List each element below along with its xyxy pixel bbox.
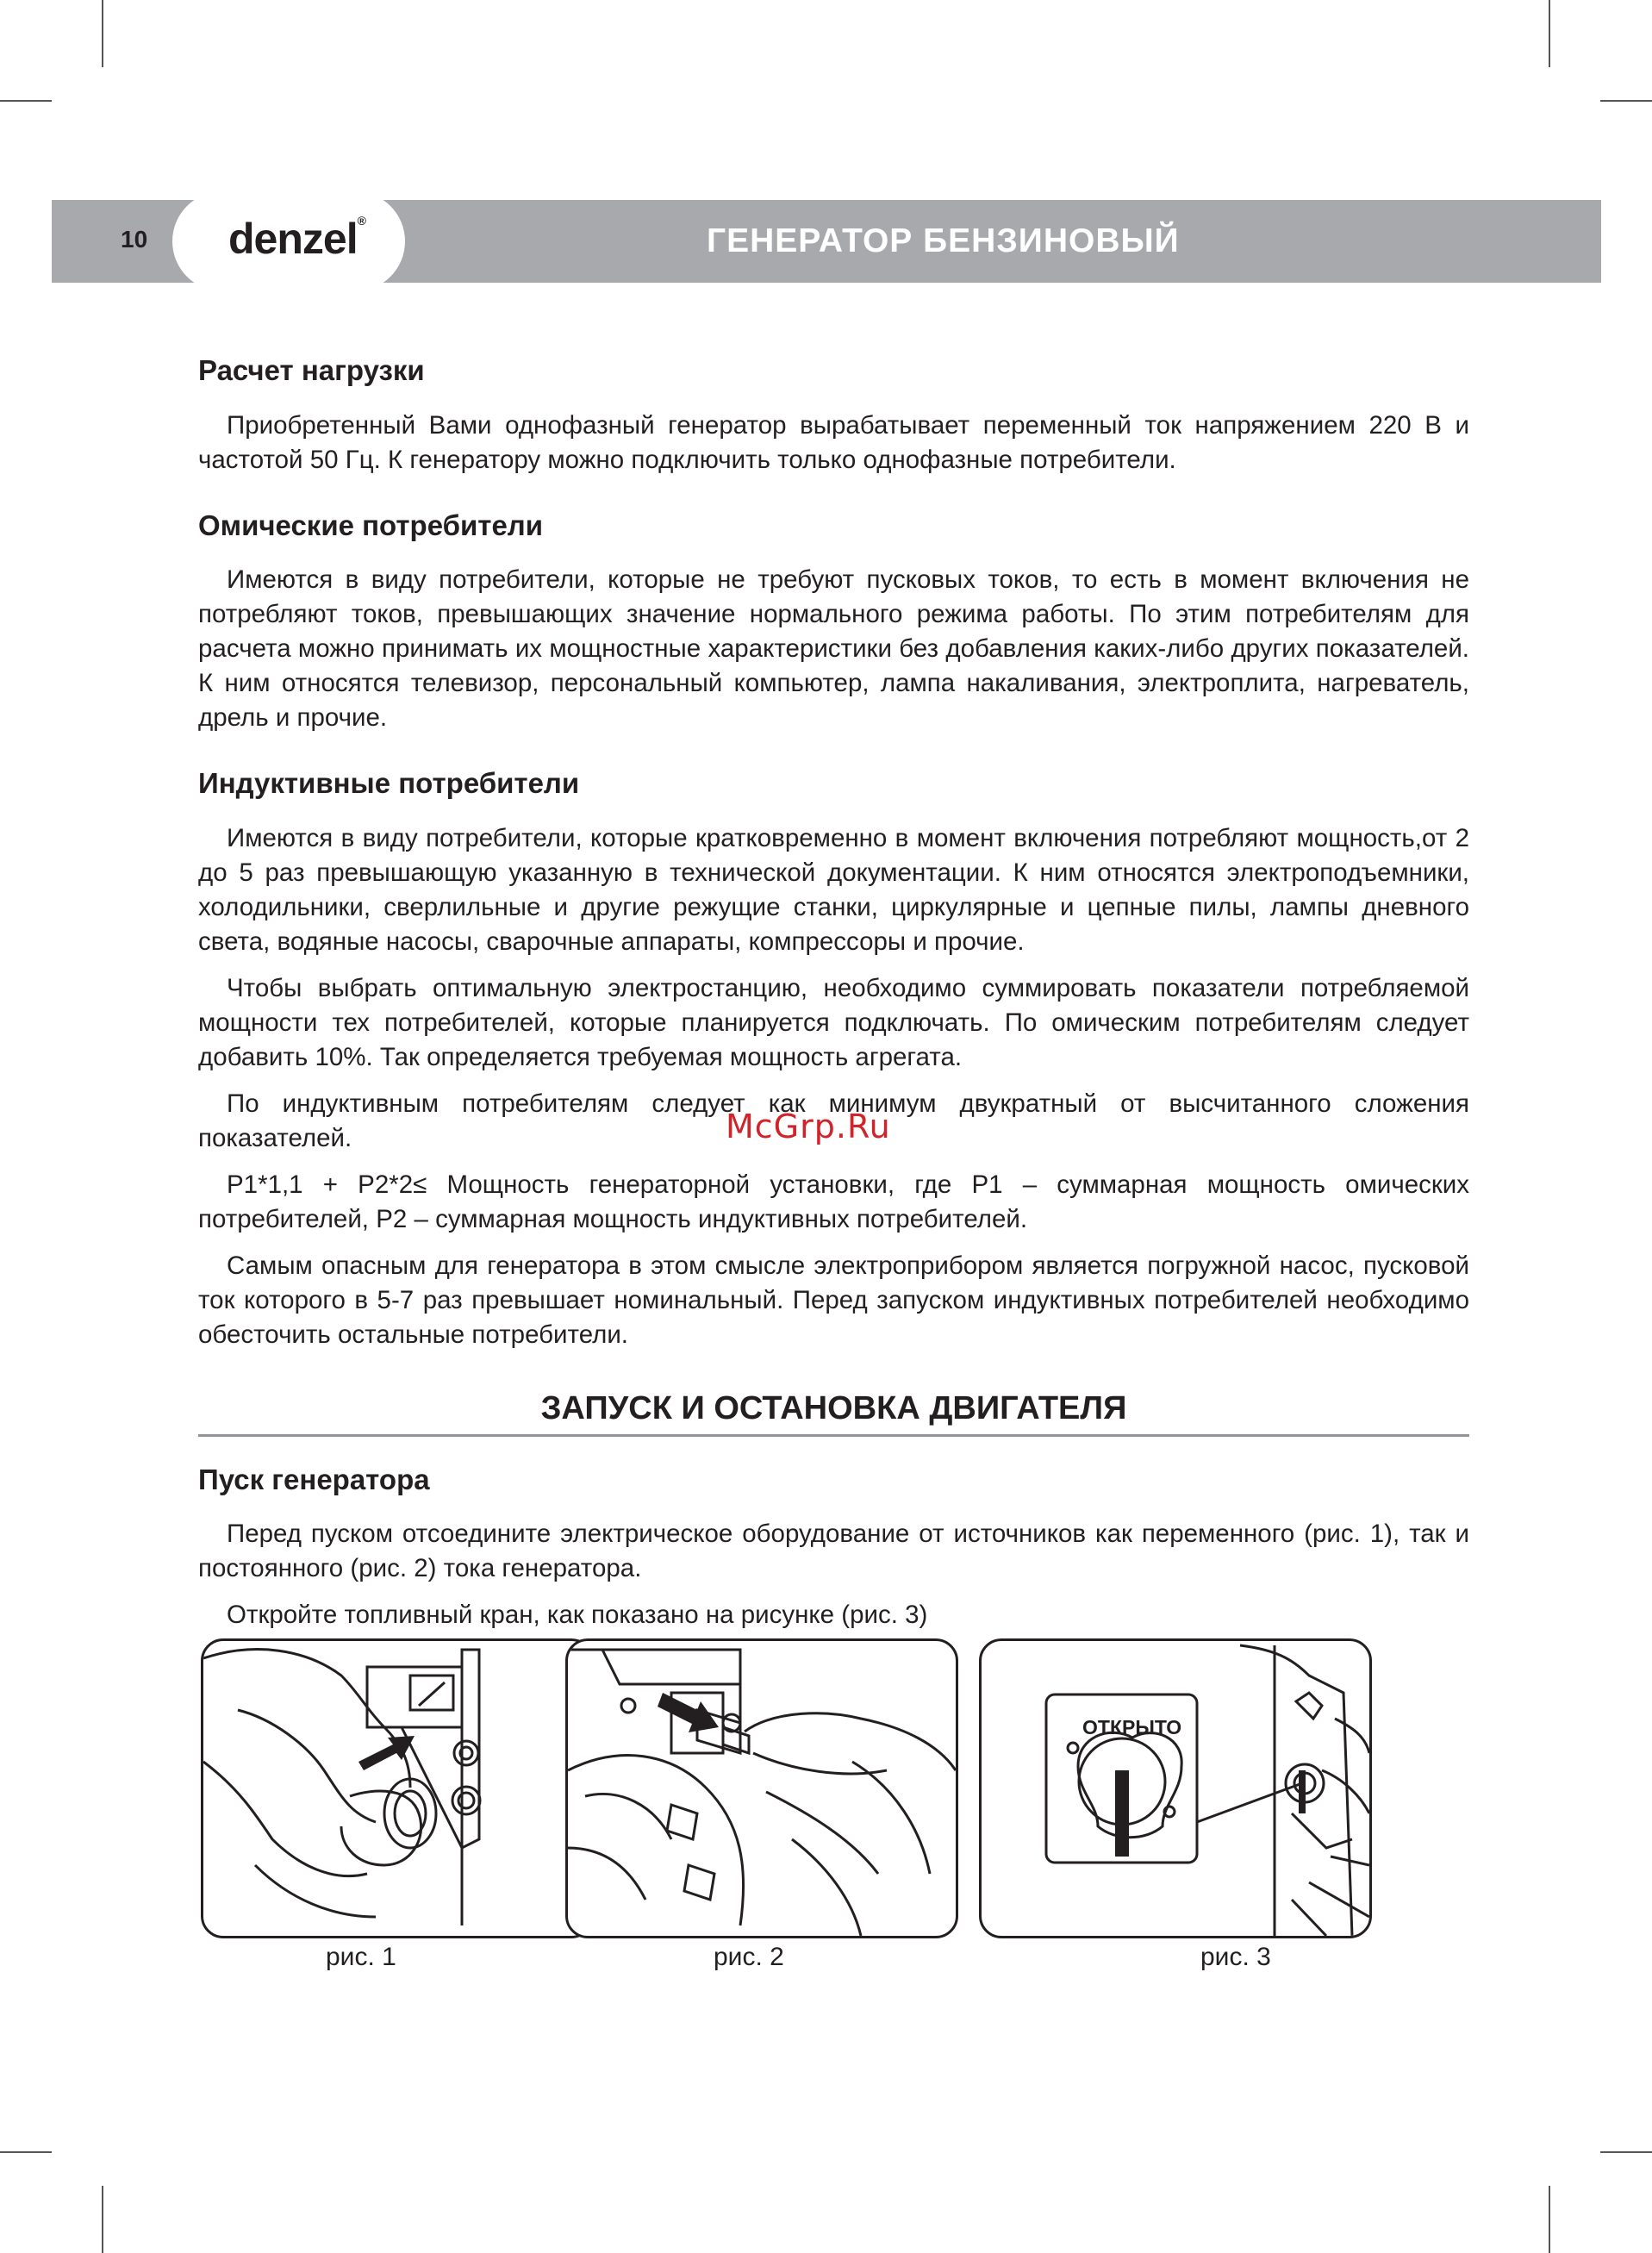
- hand-unplug-illustration: [203, 1641, 591, 1936]
- heading-start: Пуск генератора: [198, 1463, 430, 1495]
- figure-2-unplug-dc: [565, 1638, 958, 1938]
- paragraph: Р1*1,1 + Р2*2≤ Мощность генераторной установки, где Р1 – суммарная мощность омических потребителей, Р2 – суммарная мощность индуктивных потребителей.: [198, 1170, 1469, 1233]
- header-title: ГЕНЕРАТОР БЕНЗИНОВЫЙ: [707, 222, 1180, 259]
- paragraph: По индуктивным потребителям следует как минимум двукратный от высчитанного сложения показателей.: [198, 1089, 1469, 1152]
- paragraph: Чтобы выбрать оптимальную электростанцию, необходимо суммировать показатели потребляемой мощности тех потребителей, которые планируется подключать. По омическим потребителям следует добавить 10%. Так определяется требуемая мощность агрегата.: [198, 973, 1469, 1071]
- paragraph: Приобретенный Вами однофазный генератор вырабатывает переменный ток напряжением 220 В и частотой 50 Гц. К генератору можно подключить только однофазные потребители.: [198, 410, 1469, 474]
- heading-ohmic: Омические потребители: [198, 509, 544, 541]
- logo-word: denzel: [228, 215, 358, 263]
- heading-inductive: Индуктивные потребители: [198, 767, 580, 800]
- figure-1-unplug-ac: [201, 1638, 594, 1938]
- main-content: [198, 353, 1469, 1645]
- brand-logo: [228, 214, 365, 264]
- crop-mark: [1600, 2151, 1652, 2153]
- section-title-engine: ЗАПУСК И ОСТАНОВКА ДВИГАТЕЛЯ: [540, 1389, 1127, 1426]
- figure-3-fuel-valve: [979, 1638, 1372, 1938]
- figure-3-caption: рис. 3: [1200, 1943, 1271, 1971]
- paragraph: Перед пуском отсоедините электрическое оборудование от источников как переменного (рис. 1), так и постоянного (рис. 2) тока генератора.: [198, 1520, 1469, 1583]
- crop-mark: [0, 100, 52, 102]
- paragraph: Имеются в виду потребители, которые кратковременно в момент включения потребляют мощность,от 2 до 5 раз превышающую указанную в технической документации. К ним относятся электроподъемники, холодильники, сверлильные и другие режущие станки, циркулярные и цепные пилы, лампы дневного света, водяные насосы, сварочные аппараты, компрессоры и прочие.: [198, 823, 1469, 956]
- page-number: 10: [121, 226, 148, 253]
- figure-2-caption: рис. 2: [714, 1943, 784, 1971]
- heading-load: Расчет нагрузки: [198, 354, 425, 386]
- paragraph: Имеются в виду потребители, которые не требуют пусковых токов, то есть в момент включения не потребляют токов, превышающих значение нормального режима работы. По этим потребителям для расчета можно принимать их мощностные характеристики без добавления каких-либо других показателей. К ним относятся телевизор, персональный компьютер, лампа накаливания, электроплита, нагреватель, дрель и прочие.: [198, 565, 1469, 733]
- valve-open-label: ОТКРЫТО: [1082, 1716, 1182, 1738]
- crop-mark: [102, 0, 103, 67]
- crop-mark: [1549, 0, 1550, 67]
- fuel-valve-illustration: [982, 1641, 1369, 1936]
- watermark: McGrp.Ru: [726, 1108, 891, 1145]
- crop-mark: [102, 2186, 103, 2253]
- section-divider: [198, 1434, 1469, 1437]
- crop-mark: [0, 2151, 52, 2153]
- figure-1-caption: рис. 1: [326, 1943, 396, 1971]
- logo-registered-mark: ®: [357, 214, 365, 228]
- crop-mark: [1549, 2186, 1550, 2253]
- crop-mark: [1600, 100, 1652, 102]
- dc-plug-illustration: [568, 1641, 956, 1936]
- paragraph: Откройте топливный кран, как показано на рисунке (рис. 3): [227, 1601, 928, 1630]
- paragraph: Самым опасным для генератора в этом смысле электроприбором является погружной насос, пусковой ток которого в 5-7 раз превышает номинальный. Перед запуском индуктивных потребителей необходимо обесточить остальные потребители.: [198, 1251, 1469, 1349]
